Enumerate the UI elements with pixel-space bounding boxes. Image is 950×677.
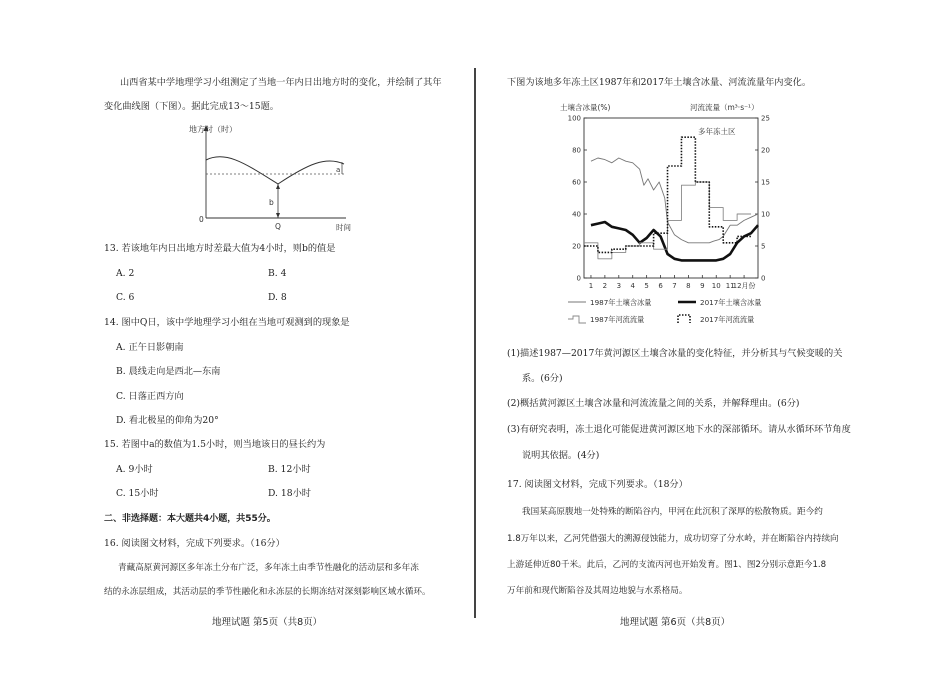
fig1-label-b: b <box>269 198 274 207</box>
q14-stem: 14. 图中Q日，该中学地理学习小组在当地可观测到的现象是 <box>104 317 350 328</box>
x-tick-label: 11 <box>725 282 735 290</box>
q13-option-b: B. 4 <box>268 268 287 279</box>
q15-stem: 15. 若图中a的数值为1.5小时，则当地该日的昼长约为 <box>104 439 326 450</box>
q14-option-b: B. 晨线走向是西北—东南 <box>116 366 221 377</box>
x-tick-label: 8 <box>686 282 691 290</box>
x-tick-label: 5 <box>644 282 649 290</box>
legend-label-2017-ice: 2017年土壤含冰量 <box>700 298 762 307</box>
q17-material-line-3: 上游延伸近80千米。此后，乙河的支流丙河也开始发育。图1、图2分别示意距今1.8 <box>507 560 827 570</box>
left-y-tick-label: 0 <box>576 274 581 283</box>
x-tick-label: 1 <box>588 282 594 290</box>
right-page <box>476 0 950 677</box>
x-tick-label: 2 <box>602 282 608 290</box>
sunrise-time-figure <box>186 120 358 236</box>
q14-option-c: C. 日落正西方向 <box>116 391 184 402</box>
q13-stem: 13. 若该地年内日出地方时差最大值为4小时，则b的值是 <box>104 243 336 254</box>
fig1-ylabel: 地方时（时） <box>189 125 237 134</box>
left-page-footer: 地理试题 第5页（共8页） <box>212 617 323 628</box>
right-y-tick-label: 5 <box>761 242 766 251</box>
series-line-0 <box>591 158 758 243</box>
chart-title: 多年冻土区 <box>698 127 736 136</box>
q16-part-3-line-2: 说明其依据。(4分) <box>522 450 600 461</box>
x-tick-label: 9 <box>700 282 705 290</box>
x-tick-label: 4 <box>630 282 635 290</box>
q17-material-line-4: 万年前和现代断陷谷及其周边地貌与水系格局。 <box>507 586 688 596</box>
right-y-tick-label: 0 <box>761 274 766 283</box>
fig1-origin: 0 <box>199 215 204 224</box>
series-line-1 <box>591 222 758 260</box>
q16-part-3-line-1: (3)有研究表明，冻土退化可能促进黄河源区地下水的深部循环。请从水循环环节角度 <box>507 424 851 435</box>
x-tick-label: 10 <box>711 282 721 290</box>
right-y-tick-label: 25 <box>761 114 770 123</box>
q17-stem: 17. 阅读图文材料，完成下列要求。（18分） <box>507 479 688 490</box>
frozen-soil-chart <box>560 96 792 338</box>
q16-material-line-1: 青藏高原黄河源区多年冻土分布广泛，多年冻土由季节性融化的活动层和多年冻 <box>118 563 419 573</box>
q17-material-line-2: 1.8万年以来，乙河凭借强大的溯源侵蚀能力，成功切穿了分水岭，并在断陷谷内持续向 <box>507 534 839 544</box>
section-2-heading: 二、非选择题：本大题共4小题，共55分。 <box>104 514 276 524</box>
fig1-label-a: a <box>336 166 341 174</box>
left-y-tick-label: 40 <box>572 210 581 219</box>
q16-stem: 16. 阅读图文材料，完成下列要求。（16分） <box>104 538 285 549</box>
legend-swatch-1987-flow <box>568 316 586 323</box>
q16-part-1-line-1: (1)描述1987—2017年黄河源区土壤含冰量的变化特征，并分析其与气候变暖的关 <box>507 348 843 359</box>
right-page-footer: 地理试题 第6页（共8页） <box>620 617 731 628</box>
right-y-tick-label: 10 <box>761 210 770 219</box>
left-y-tick-label: 60 <box>572 178 581 187</box>
sunrise-curve <box>206 157 344 184</box>
chart-intro: 下图为该地多年冻土区1987年和2017年土壤含冰量、河流流量年内变化。 <box>507 77 812 88</box>
fig1-xlabel: 时间 <box>336 223 351 232</box>
legend-swatch-2017-flow <box>678 315 690 323</box>
q13-option-d: D. 8 <box>268 292 287 303</box>
x-tick-label: 6 <box>658 282 663 290</box>
chart-left-axis-title: 土壤含冰量(%) <box>560 103 611 112</box>
q16-material-line-2: 结的永冻层组成，其活动层的季节性融化和永冻层的长期冻结对深刻影响区域水循环。 <box>104 587 431 597</box>
q14-option-d: D. 看北极星的仰角为20° <box>116 415 219 426</box>
legend-label-1987-ice: 1987年土壤含冰量 <box>590 298 652 307</box>
q15-option-d: D. 18小时 <box>268 488 311 499</box>
legend-label-1987-flow: 1987年河流流量 <box>590 315 645 324</box>
q16-part-1-line-2: 系。(6分) <box>522 373 563 384</box>
left-y-tick-label: 80 <box>572 146 581 155</box>
chart-plot-frame <box>584 118 758 278</box>
legend-label-2017-flow: 2017年河流流量 <box>700 315 755 324</box>
intro-line-2: 变化曲线图（下图）。据此完成13～15题。 <box>104 101 279 112</box>
x-tick-label: 7 <box>672 282 677 290</box>
fig1-b-arrow-down <box>276 213 280 218</box>
chart-right-axis-title: 河流流量（m³·s⁻¹） <box>690 103 759 112</box>
q17-material-line-1: 我国某高原腹地一处特殊的断陷谷内，甲河在此沉积了深厚的松散物质。距今约 <box>522 507 823 517</box>
right-y-tick-label: 20 <box>761 146 770 155</box>
series-line-2 <box>584 182 751 259</box>
q15-option-c: C. 15小时 <box>116 488 159 499</box>
fig1-label-q: Q <box>275 222 281 231</box>
x-tick-label: 3 <box>616 282 622 290</box>
left-y-tick-label: 100 <box>567 114 581 123</box>
q16-part-2: (2)概括黄河源区土壤含冰量和河流流量之间的关系，并解释理由。(6分) <box>507 398 800 409</box>
right-y-tick-label: 15 <box>761 178 770 187</box>
q14-option-a: A. 正午日影朝南 <box>116 342 184 353</box>
q13-option-a: A. 2 <box>116 268 135 279</box>
left-page <box>0 0 474 677</box>
intro-line-1: 山西省某中学地理学习小组测定了当地一年内日出地方时的变化，并绘制了其年 <box>120 77 442 88</box>
left-y-tick-label: 20 <box>572 242 581 251</box>
fig1-b-arrow-up <box>276 184 280 189</box>
q15-option-a: A. 9小时 <box>116 464 153 475</box>
q13-option-c: C. 6 <box>116 292 135 303</box>
q15-option-b: B. 12小时 <box>268 464 311 475</box>
x-tick-label: 12月份 <box>732 282 756 290</box>
